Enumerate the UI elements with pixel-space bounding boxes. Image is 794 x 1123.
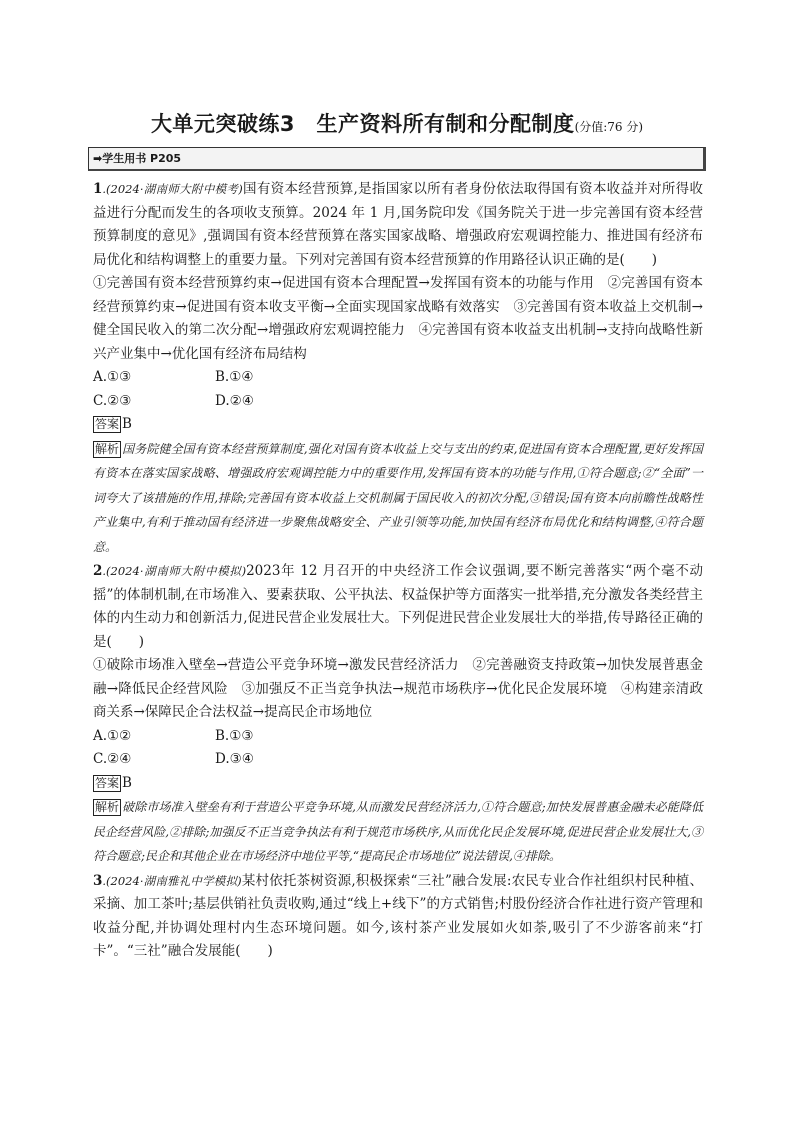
question-stem [93,178,703,272]
option-a: A.①③ [93,369,132,385]
book-reference: ➡学生用书 P205 [93,152,182,165]
option-a: A.①② [93,727,132,744]
question-statements: ①破除市场准入壁垒→营造公平竞争环境→激发民营经济活力 ②完善融资支持政策→加快发展普惠金融→降低民企经营风险 ③加强反不正当竞争执法→规范市场秩序→优化民企发展环境 ④构建亲清政商关系→保障民企合法权益→提高民企市场地位 [93,657,703,720]
question-number: 1 [93,181,103,197]
question-number: 3 [93,872,103,889]
analysis-block [93,437,703,560]
answer-value: B [122,416,132,432]
answer-value: B [122,774,132,791]
analysis-tag: 解析 [95,441,120,456]
question-number: 2 [93,563,103,579]
title-score: (分值:76 分) [574,120,644,134]
option-c: C.②③ [93,392,132,409]
option-c: C.②④ [93,751,132,767]
analysis-text: 破除市场准入壁垒有利于营造公平竞争环境,从而激发民营经济活力,①符合题意;加快发展普惠金融未必能降低民企经营风险,②排除;加强反不正当竞争执法有利于规范市场秩序,从而优化民企发展环境,促进民营企业发展壮大,③符合题意;民企和其他企业在市场经济中地位平等,“提高民企市场地位”说法错误,④排除。 [93,800,703,863]
question-1 [93,178,703,559]
analysis-tag: 解析 [95,800,120,814]
page-title [0,108,794,138]
answer-tag: 答案 [95,775,120,790]
question-3 [93,870,703,964]
option-d: D.③④ [215,751,254,767]
analysis-block [93,795,703,869]
question-statements: ①完善国有资本经营预算约束→促进国有资本合理配置→发挥国有资本的功能与作用 ②完善国有资本经营预算约束→促进国有资本收支平衡→全面实现国家战略有效落实 ③完善国有资本收益上交机制→健全国民收入的第二次分配→增强政府宏观调控能力 ④完善国有资本收益支出机制→支持向战略性新兴产业集中→优化国有经济布局结构 [93,275,703,362]
question-text: 某村依托茶树资源,积极探索“三社”融合发展:农民专业合作社组织村民种植、采摘、加工茶叶;基层供销社负责收购,通过“线上+线下”的方式销售;村股份经济合作社进行资产管理和收益分配,并协调处理村内生态环境问题。如今,该村茶产业发展如火如荼,吸引了不少游客前来“打卡”。“三社”融合发展能( ) [93,872,703,959]
answer-line [93,413,703,437]
title-main: 大单元突破练3 生产资料所有制和分配制度 [150,112,575,136]
answer-tag: 答案 [95,417,120,431]
option-d: D.②④ [215,392,254,409]
option-b: B.①④ [215,369,254,385]
answer-options [93,725,703,772]
analysis-text: 国务院健全国有资本经营预算制度,强化对国有资本收益上交与支出的约束,促进国有资本合理配置,更好发挥国有资本在落实国家战略、增强政府宏观调控能力中的重要作用,发挥国有资本的功能与作用,①符合题意;②“全面”一词夸大了该措施的作用,排除;完善国有资本收益上交机制属于国民收入的初次分配,③错误;国有资本向前瞻性战略性产业集中,有利于推动国有经济进一步聚焦战略安全、产业引领等功能,加快国有经济布局优化和结构调整,④符合题意。 [93,441,703,554]
answer-options [93,366,703,413]
question-source: .(2024·湖南师大附中模拟) [102,564,247,578]
question-source: .(2024·湖南师大附中模考) [102,182,243,196]
question-stem [93,870,703,964]
answer-line [93,772,703,796]
question-text: 国有资本经营预算,是指国家以所有者身份依法取得国有资本收益并对所得收益进行分配而发生的各项收支预算。2024 年 1 月,国务院印发《国务院关于进一步完善国有资本经营预算制度的意见》,强调国有资本经营预算在落实国家战略、增强政府宏观调控能力、推进国有经济布局优化和结构调整上的重要力量。下列对完善国有资本经营预算的作用路径认识正确的是( ) [93,181,703,268]
question-2 [93,560,703,869]
book-reference-bar [88,147,706,171]
option-b: B.①③ [215,727,254,744]
question-list [93,178,703,964]
question-source: .(2024·湖南雅礼中学模拟) [102,873,242,888]
question-text: 2023年 12 月召开的中央经济工作会议强调,要不断完善落实“两个毫不动摇”的体制机制,在市场准入、要素获取、公平执法、权益保护等方面落实一批举措,充分激发各类经营主体的内生动力和创新活力,促进民营企业发展壮大。下列促进民营企业发展壮大的举措,传导路径正确的是( ) [93,563,703,650]
question-stem [93,560,703,654]
